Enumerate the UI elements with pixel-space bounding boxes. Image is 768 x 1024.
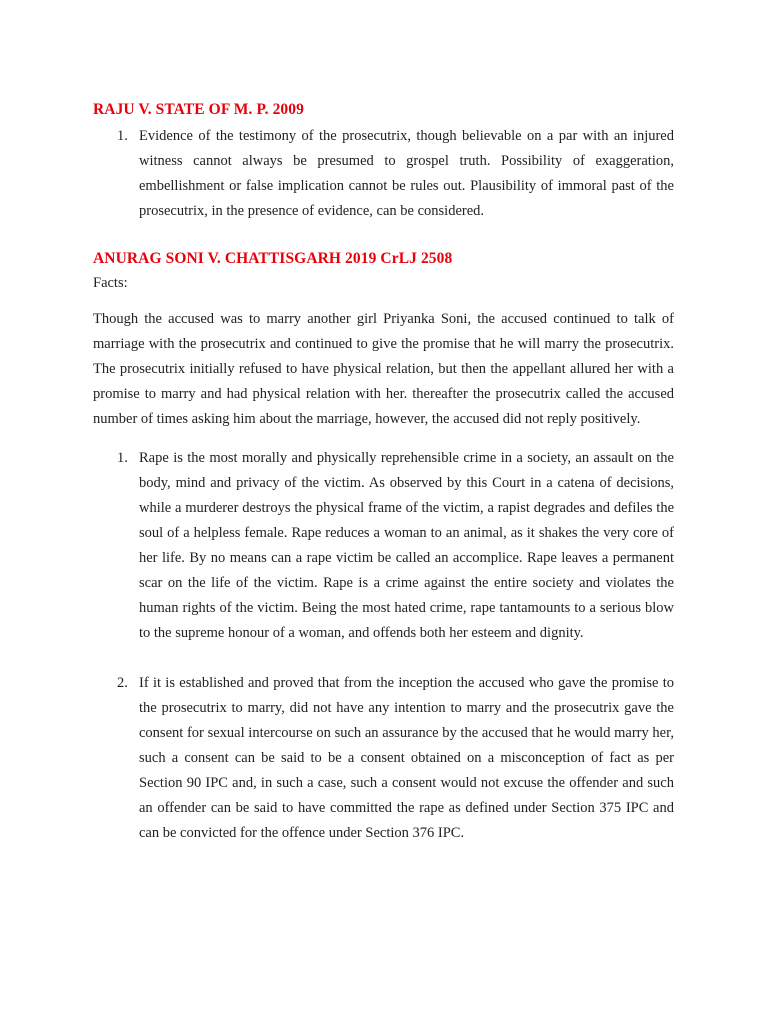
- list-item: [93, 446, 674, 646]
- case-anurag-points-list: [93, 446, 674, 846]
- list-item-number: 1.: [117, 128, 128, 144]
- list-item-number: 2.: [117, 675, 128, 691]
- case-anurag-section: [93, 250, 674, 846]
- list-item: [93, 124, 674, 224]
- list-item-text: Evidence of the testimony of the prosecutrix, though believable on a par with an injured witness cannot always be presumed to grospel truth. Possibility of exaggeration, embellishment or false implication cannot be rules out. Plausibility of immoral past of the prosecutrix, in the presence of evidence, can be considered.: [139, 128, 674, 219]
- facts-paragraph: Though the accused was to marry another girl Priyanka Soni, the accused continued to talk of marriage with the prosecutrix and continued to give the promise that he will marry the prosecutrix. The prosecutrix initially refused to have physical relation, but then the appellant allured her with a promise to marry and had physical relation with her. thereafter the prosecutrix called the accused number of times asking him about the marriage, however, the accused did not reply positively.: [93, 311, 674, 427]
- list-item: [93, 671, 674, 846]
- list-item-text: If it is established and proved that from the inception the accused who gave the promise to the prosecutrix to marry, did not have any intention to marry and the prosecutrix gave the consent for sexual intercourse on such an assurance by the accused that he would marry her, such a consent can be said to be a consent obtained on a misconception of fact as per Section 90 IPC and, in such a case, such a consent would not excuse the offender and such an offender can be said to have committed the rape as defined under Section 375 IPC and can be convicted for the offence under Section 376 IPC.: [139, 675, 674, 841]
- case-heading-raju: RAJU V. STATE OF M. P. 2009: [93, 101, 304, 118]
- case-heading-anurag: ANURAG SONI V. CHATTISGARH 2019 CrLJ 2508: [93, 250, 453, 267]
- case-raju-section: [93, 101, 674, 224]
- list-item-number: 1.: [117, 450, 128, 466]
- list-item-text: Rape is the most morally and physically reprehensible crime in a society, an assault on the body, mind and privacy of the victim. As observed by this Court in a catena of decisions, while a murderer destroys the physical frame of the victim, a rapist degrades and defiles the soul of a helpless female. Rape reduces a woman to an animal, as it shakes the very core of her life. By no means can a rape victim be called an accomplice. Rape leaves a permanent scar on the life of the victim. Rape is a crime against the entire society and violates the human rights of the victim. Being the most hated crime, rape tantamounts to a serious blow to the supreme honour of a woman, and offends both her esteem and dignity.: [139, 450, 674, 641]
- facts-label: Facts:: [93, 275, 128, 291]
- case-raju-points-list: [93, 124, 674, 224]
